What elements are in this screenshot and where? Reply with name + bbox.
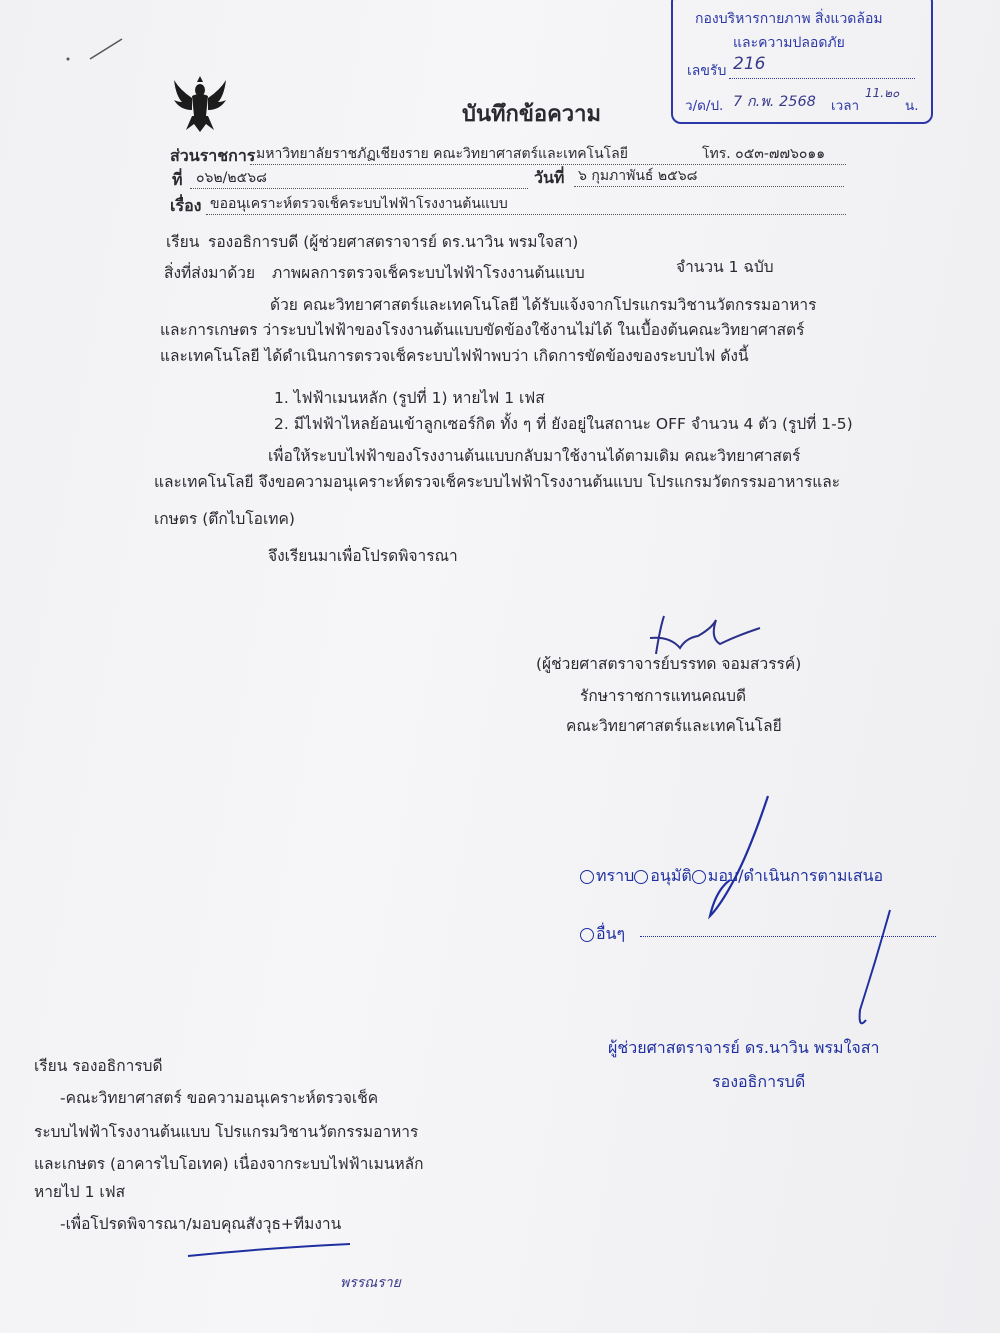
date-label: วันที่ bbox=[534, 168, 565, 187]
subject-dots bbox=[206, 214, 846, 215]
ref-dots bbox=[190, 188, 528, 189]
stamp-receive-number: 216 bbox=[733, 54, 766, 74]
to-label: เรียน bbox=[166, 233, 200, 251]
decision-other bbox=[580, 922, 625, 947]
subject-label: เรื่อง bbox=[170, 196, 202, 215]
approver-name: ผู้ช่วยศาสตราจารย์ ดร.นาวิน พรมใจสา bbox=[608, 1038, 880, 1057]
note-underline bbox=[186, 1234, 356, 1264]
stamp-date-value: 7 ก.พ. 2568 bbox=[733, 94, 816, 110]
date-dots bbox=[574, 186, 844, 187]
list-item-2: 2. มีไฟฟ้าไหลย้อนเข้าลูกเซอร์กิต ทั้ง ๆ ที่ ยังอยู่ในสถานะ OFF จำนวน 4 ตัว (รูปที่ 1-5) bbox=[274, 415, 853, 433]
para1-line3: และเทคโนโลยี ได้ดำเนินการตรวจเช็คระบบไฟฟ้าพบว่า เกิดการขัดข้องของระบบไฟ ดังนี้ bbox=[160, 347, 749, 365]
stamp-receive-label: เลขรับ bbox=[687, 63, 727, 79]
stamp-line-2: และความปลอดภัย bbox=[733, 35, 845, 51]
receiving-stamp bbox=[671, 0, 933, 124]
option-approve: อนุมัติ bbox=[650, 866, 692, 885]
garuda-emblem-icon bbox=[170, 76, 230, 134]
note-initials: พรรณราย bbox=[340, 1275, 401, 1291]
list-item-1: 1. ไฟฟ้าเมนหลัก (รูปที่ 1) หายไฟ 1 เฟส bbox=[274, 389, 545, 407]
approver-role: รองอธิการบดี bbox=[712, 1072, 806, 1091]
checkbox-other-icon bbox=[580, 928, 594, 942]
agency-label: ส่วนราชการ bbox=[170, 146, 256, 165]
attachment-count: จำนวน 1 ฉบับ bbox=[676, 258, 774, 276]
note-line-2: -คณะวิทยาศาสตร์ ขอความอนุเคราะห์ตรวจเช็ค bbox=[60, 1089, 379, 1107]
attachment-label: สิ่งที่ส่งมาด้วย bbox=[164, 264, 256, 282]
subject-value: ขออนุเคราะห์ตรวจเช็คระบบไฟฟ้าโรงงานต้นแบบ bbox=[210, 196, 508, 212]
note-line-5: หายไป 1 เฟส bbox=[34, 1183, 126, 1201]
signer-role-2: คณะวิทยาศาสตร์และเทคโนโลยี bbox=[566, 717, 782, 735]
ref-value: ๐๖๒/๒๕๖๘ bbox=[196, 170, 267, 186]
note-line-4: และเกษตร (อาคารไบโอเทค) เนื่องจากระบบไฟฟ้าเมนหลัก bbox=[34, 1155, 424, 1173]
agency-phone: โทร. ๐๕๓-๗๗๖๐๑๑ bbox=[702, 146, 826, 162]
option-assign: มอบ/ดำเนินการตามเสนอ bbox=[707, 866, 884, 885]
approver-signature bbox=[690, 790, 910, 1040]
stamp-line-1: กองบริหารกายภาพ สิ่งแวดล้อม bbox=[695, 11, 883, 27]
pen-mark bbox=[60, 35, 130, 65]
signer-name: (ผู้ช่วยศาสตราจารย์บรรทด จอมสวรรค์) bbox=[536, 655, 802, 673]
note-line-1: เรียน รองอธิการบดี bbox=[34, 1057, 163, 1075]
stamp-time-suffix: น. bbox=[905, 98, 919, 114]
signer-role-1: รักษาราชการแทนคณบดี bbox=[580, 687, 747, 705]
stamp-time-label: เวลา bbox=[831, 98, 860, 114]
agency-value: มหาวิทยาลัยราชภัฏเชียงราย คณะวิทยาศาสตร์และเทคโนโลยี bbox=[256, 146, 628, 162]
note-line-6: -เพื่อโปรดพิจารณา/มอบคุณสังวุธ+ทีมงาน bbox=[60, 1215, 342, 1233]
para2-line2: และเทคโนโลยี จึงขอความอนุเคราะห์ตรวจเช็คระบบไฟฟ้าโรงงานต้นแบบ โปรแกรมวัตกรรมอาหารและ bbox=[154, 473, 841, 491]
option-acknowledge: ทราบ bbox=[596, 866, 635, 885]
option-other: อื่นๆ bbox=[596, 924, 626, 943]
stamp-date-prefix: ว/ด/ป. bbox=[685, 98, 724, 114]
checkbox-acknowledge-icon bbox=[580, 870, 594, 884]
to-value: รองอธิการบดี (ผู้ช่วยศาสตราจารย์ ดร.นาวิน พรมใจสา) bbox=[208, 233, 579, 251]
agency-dots bbox=[250, 164, 846, 165]
para2-line1: เพื่อให้ระบบไฟฟ้าของโรงงานต้นแบบกลับมาใช้งานได้ตามเดิม คณะวิทยาศาสตร์ bbox=[268, 447, 801, 465]
attachment-value: ภาพผลการตรวจเช็คระบบไฟฟ้าโรงงานต้นแบบ bbox=[272, 264, 585, 282]
para1-line2: และการเกษตร ว่าระบบไฟฟ้าของโรงงานต้นแบบขัดข้องใช้งานไม่ได้ ในเบื้องต้นคณะวิทยาศาสตร์ bbox=[160, 321, 805, 339]
ref-label: ที่ bbox=[172, 170, 183, 189]
closing-text: จึงเรียนมาเพื่อโปรดพิจารณา bbox=[268, 547, 458, 565]
checkbox-approve-icon bbox=[634, 870, 648, 884]
note-line-3: ระบบไฟฟ้าโรงงานต้นแบบ โปรแกรมวิชานวัตกรรมอาหาร bbox=[34, 1123, 419, 1141]
para2-line3: เกษตร (ตึกไบโอเทค) bbox=[154, 510, 295, 528]
para1-line1: ด้วย คณะวิทยาศาสตร์และเทคโนโลยี ได้รับแจ้งจากโปรแกรมวิชานวัตกรรมอาหาร bbox=[270, 296, 817, 314]
stamp-receive-dots bbox=[729, 78, 915, 79]
memo-title: บันทึกข้อความ bbox=[462, 102, 602, 127]
date-value: ๖ กุมภาพันธ์ ๒๕๖๘ bbox=[578, 168, 698, 184]
stamp-time-value: 11.๒๐ bbox=[865, 86, 900, 100]
